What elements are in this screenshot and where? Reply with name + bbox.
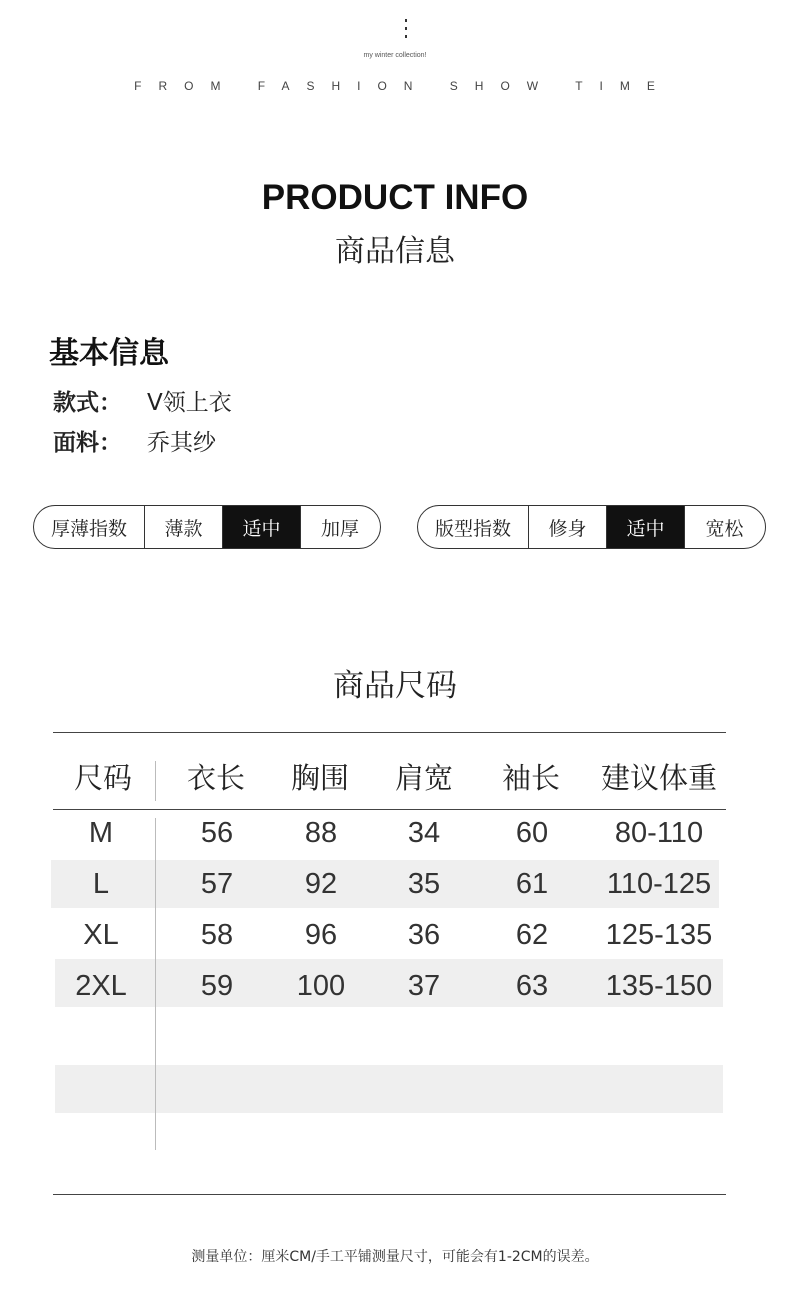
cell-bust: 88	[304, 817, 338, 849]
cell-shoulder: 34	[407, 817, 441, 849]
cell-size: L	[92, 868, 110, 900]
style-label: 款式：	[53, 390, 122, 416]
cell-sleeve: 60	[515, 817, 549, 849]
thickness-option-medium: 适中	[222, 506, 300, 548]
fabric-value: 乔其纱	[147, 430, 216, 456]
page-title-english: PRODUCT INFO	[261, 178, 529, 217]
thickness-option-thick: 加厚	[300, 506, 379, 548]
cell-size: XL	[83, 919, 119, 951]
body-column-divider	[155, 818, 156, 1150]
cell-shoulder: 36	[407, 919, 441, 951]
cell-sleeve: 62	[515, 919, 549, 951]
subtitle-banner: FROM FASHION SHOW TIME	[134, 79, 672, 93]
fit-option-slim: 修身	[528, 506, 606, 548]
cell-bust: 96	[304, 919, 338, 951]
cell-weight: 80-110	[614, 817, 704, 849]
cell-length: 58	[200, 919, 234, 951]
measurement-footnote: 测量单位：厘米CM/手工平铺测量尺寸，可能会有1-2CM的误差。	[191, 1249, 599, 1265]
header-column-divider	[155, 761, 156, 801]
cell-sleeve: 61	[515, 868, 549, 900]
cell-length: 57	[200, 868, 234, 900]
thickness-option-thin: 薄款	[144, 506, 222, 548]
cell-shoulder: 35	[407, 868, 441, 900]
fit-option-regular: 适中	[606, 506, 684, 548]
column-header-size: 尺码	[73, 761, 132, 795]
cell-length: 59	[200, 970, 234, 1002]
table-top-rule	[53, 732, 726, 733]
table-bottom-rule	[53, 1194, 726, 1195]
table-header-rule	[53, 809, 726, 810]
cell-size: 2XL	[75, 970, 127, 1002]
page-title-chinese: 商品信息	[335, 234, 455, 269]
cell-shoulder: 37	[407, 970, 441, 1002]
fabric-label: 面料：	[53, 430, 122, 456]
thickness-index-label: 厚薄指数	[50, 517, 127, 540]
cell-length: 56	[200, 817, 234, 849]
cell-weight: 125-135	[605, 919, 713, 951]
column-header-shoulder: 肩宽	[394, 761, 453, 795]
basic-info-heading: 基本信息	[49, 336, 169, 371]
size-table-heading: 商品尺码	[333, 668, 457, 704]
style-value: V领上衣	[147, 390, 232, 416]
fit-index-scale	[417, 505, 766, 549]
cell-sleeve: 63	[515, 970, 549, 1002]
fit-option-loose: 宽松	[684, 506, 764, 548]
style-row	[53, 384, 232, 417]
column-header-weight: 建议体重	[600, 761, 717, 795]
fabric-row	[53, 424, 216, 457]
column-header-sleeve: 袖长	[501, 761, 560, 795]
thickness-index-scale	[33, 505, 381, 549]
column-header-length: 衣长	[186, 761, 245, 795]
tagline: my winter collection!	[363, 52, 427, 59]
cell-weight: 135-150	[605, 970, 713, 1002]
cell-weight: 110-125	[606, 868, 712, 900]
column-header-bust: 胸围	[290, 761, 349, 795]
cell-bust: 92	[304, 868, 338, 900]
cell-size: M	[88, 817, 114, 849]
cell-bust: 100	[296, 970, 346, 1002]
decorative-dots	[404, 19, 408, 43]
fit-index-label: 版型指数	[434, 517, 511, 540]
